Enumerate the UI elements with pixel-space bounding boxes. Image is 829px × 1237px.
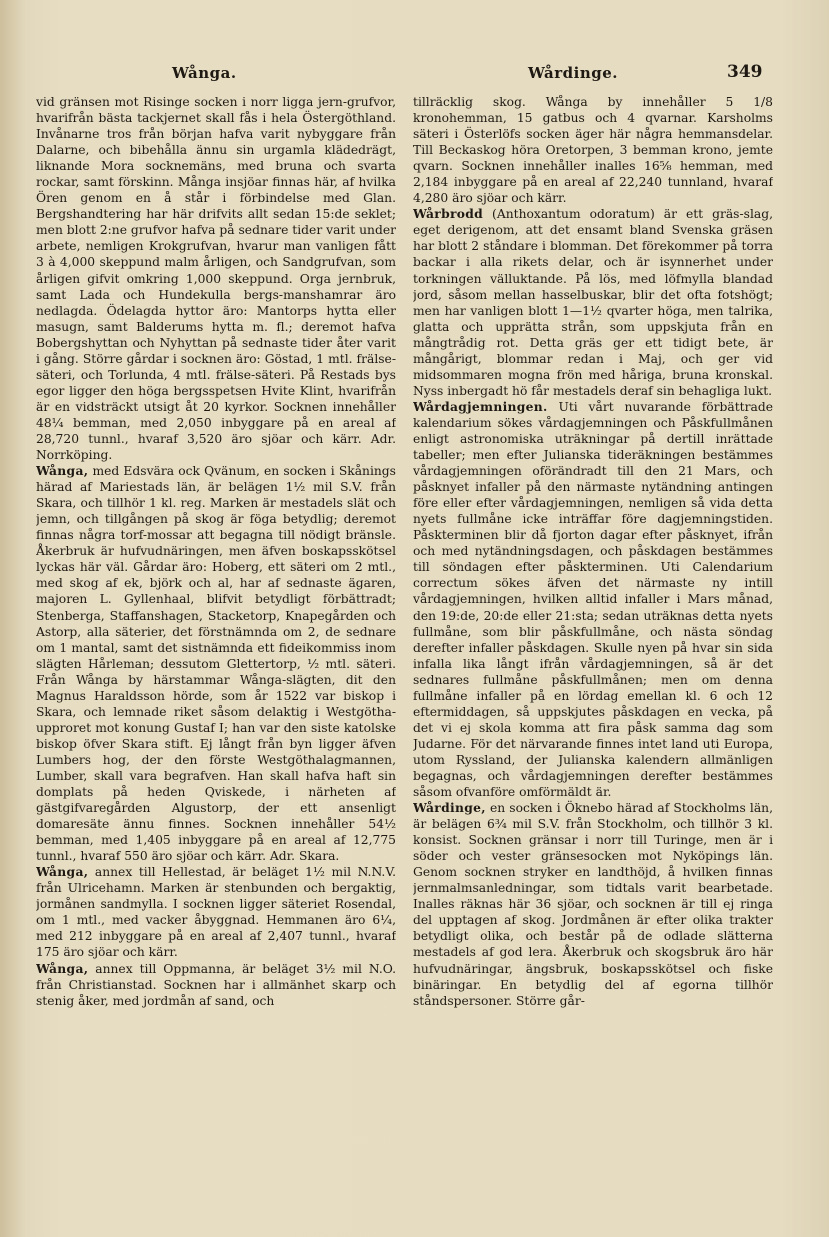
- entry-headword: Wårdinge,: [413, 800, 486, 816]
- right-running-head: Wårdinge.: [528, 64, 619, 82]
- entry-wardinge: Wårdinge, en socken i Öknebo härad af Stockholms län, är belägen 6¾ mil S.V. från Stockholm, och tillhör 3 kl. konsist. Socknen gränsar i norr till Turinge, men är i söder och vester gränsesocken mot Nyköpings län. Genom socknen stryker en landthöjd, å hvilken finnas jernmalmsanledningar, som tidtals varit bearbetade. Inalles räknas här 36 sjöar, och socknen är till ej ringa del upptagen af skog. Jordmånen är efter olika trakter betydligt olika, och består på de odlade slätterna mestadels af god lera. Åkerbruk och skogsbruk äro här hufvudnäringar, ängsbruk, boskapsskötsel och fiske binäringar. En betydlig del af egorna tillhör ståndspersoner. Större går-: [413, 800, 773, 1008]
- left-running-head: Wånga.: [172, 64, 237, 82]
- entry-wanga-skara: Wånga, med Edsvära ock Qvänum, en socken i Skånings härad af Mariestads län, är belägen 1½ mil S.V. från Skara, och tillhör 1 kl. reg. Marken är mestadels slät och jemn, och tillgången på skog är föga betydlig; deremot finnas några torf-mossar att begagna till nödigt bränsle. Åkerbruk är hufvudnäringen, men äfven boskapsskötsel lyckas här väl. Gårdar äro: Hoberg, ett säteri om 2 mtl., med skog af ek, björk och al, har af sednaste ägaren, majoren L. Gyllenhaal, blifvit betydligt förbättradt; Stenberga, Staffanshagen, Stacketorp, Knapegården och Astorp, alla säterier, det förstnämnda om 2, de sednare om 1 mantal, samt det sistnämnda ett fideikommiss inom slägten Hårleman; dessutom Glettertorp, ½ mtl. säteri. Från Wånga by härstammar Wånga-slägten, dit den Magnus Haraldsson hörde, som år 1522 var biskop i Skara, och lemnade riket såsom delaktig i Westgötha-upproret mot konung Gustaf I; han var den siste katolske biskop öfver Skara stift. Ej långt från byn ligger äfven Lumbers hog, der den förste Westgöthalagmannen, Lumber, skall vara begrafven. Han skall hafva haft sin domplats på heden Qviskede, i närheten af gästgifvaregården Algustorp, der ett ansenligt domaresäte ännu finnes. Socknen innehåller 54½ bemman, med 1,405 inbyggare på en areal af 12,775 tunnl., hvaraf 550 äro sjöar och kärr. Adr. Skara.: [36, 463, 396, 864]
- entry-headword: Wårdagjemningen.: [413, 398, 548, 414]
- entry-wanga-hellestad: Wånga, annex till Hellestad, är beläget 1½ mil N.N.V. från Ulricehamn. Marken är stenbunden och bergaktig, jormånen sandmylla. I socknen ligger säteriet Rosendal, om 1 mtl., med vacker åbyggnad. Hemmanen äro 6¼, med 212 inbyggare på en areal af 2,407 tunnl., hvaraf 175 äro sjöar och kärr.: [36, 864, 396, 960]
- left-column: [36, 94, 396, 1204]
- paragraph-risinge-continued: vid gränsen mot Risinge socken i norr ligga jern-grufvor, hvarifrån bästa tackjernet skall fås i hela Östergöthland. Invånarne tros från början hafva varit nybyggare från Dalarne, och bibehålla ännu sin urgamla klädedrägt, liknande Mora socknemäns, med bruna och svarta rockar, samt förskinn. Många insjöar finnas här, af hvilka Ören genom en å står i förbindelse med Glan. Bergshandtering har här drifvits allt sedan 15:de seklet; men blott 2:ne grufvor hafva på sednare tider varit under arbete, nemligen Krokgrufvan, hvarur man vanligen fått 3 à 4,000 skeppund malm årligen, och Sandgrufvan, som årligen gifvit omkring 1,000 skeppund. Orga jernbruk, samt Lada och Hundekulla bergs-manshamrar äro nedlagda. Ödelagda hyttor äro: Mantorps hytta eller masugn, samt Balderums hytta m. fl.; deremot hafva Bobergshyttan och Nyhyttan på sednaste tider åter varit i gång. Större gårdar i socknen äro: Göstad, 1 mtl. frälse-säteri, och Torlunda, 4 mtl. frälse-säteri. På Restads bys egor ligger den höga bergsspetsen Hvite Klint, hvarifrån är en vidsträckt utsigt åt 20 kyrkor. Socknen innehåller 48¼ bemman, med 2,050 inbyggare på en areal af 28,720 tunnl., hvaraf 3,520 äro sjöar och kärr. Adr. Norrköping.: [36, 95, 396, 463]
- entry-wardagjemningen: Wårdagjemningen. Uti vårt nuvarande förbättrade kalendarium sökes vårdagjemningen och Påskfullmånen enligt astronomiska uträkningar på dertill inrättade tabeller; men efter Julianska tideräkningen bestämmes vårdagjemningen oförändradt till den 21 Mars, och påsknyet infaller på den närmaste nytändning antingen före eller efter vårdagjemningen, nemligen så vida detta nyets fullmåne icke inträffar före dagjemningstiden. Påskterminen blir då fjorton dagar efter påsknyet, ifrån och med nytändningsdagen, och påskdagen bestämmes till söndagen efter påskterminen. Uti Calendarium correctum sökes äfven det närmaste ny intill vårdagjemningen, hvilken alltid infaller i Mars månad, den 19:de, 20:de eller 21:sta; sedan uträknas detta nyets fullmåne, som blir påskfullmåne, och nästa söndag derefter infaller påskdagen. Skulle nyen på hvar sin sida infalla lika långt ifrån vårdagjemningen, så är det sednares fullmåne påskfullmånen; men om denna fullmåne infaller på en lördag emellan kl. 6 och 12 eftermiddagen, så uppskjutes påskdagen en vecka, på det vi ej skola komma att fira påsk samma dag som Judarne. För det närvarande finnes intet land uti Europa, utom Ryssland, der Julianska kalendern allmänligen begagnas, och vårdagjemningen derefter bestämmes såsom ofvanföre omförmäldt är.: [413, 398, 773, 800]
- paragraph-wanga-continued: tillräcklig skog. Wånga by innehåller 5 1/8 kronohemman, 15 gatbus och 4 qvarnar. Karsholms säteri i Österlöfs socken äger här några hemmansdelar. Till Beckaskog höra Oretorpen, 3 bemman krono, jemte qvarn. Socknen innehåller inalles 16⅝ hemman, med 2,184 inbyggare på en areal af 22,240 tunnland, hvaraf 4,280 äro sjöar och kärr.: [413, 95, 773, 206]
- entry-warbrodd: Wårbrodd (Anthoxantum odoratum) är ett gräs-slag, eget derigenom, att det ensamt bland Svenska gräsen har blott 2 ståndare i blomman. Det förekommer på torra backar i alla rikets delar, och är isynnerhet under torkningen välluktande. På lös, med löfmylla blandad jord, såsom mellan hasselbuskar, blir det ofta fotshögt; men har vanligen blott 1—1½ qvarter höga, men talrika, glatta och upprätta strån, som uppskjuta från en mångtrådig rot. Detta gräs ger ett tidigt bete, är mångårigt, blommar redan i Maj, och ger vid midsommaren mogna frön med håriga, bruna kronskal. Nyss inbergadt hö får mestadels deraf sin behagliga lukt.: [413, 206, 773, 398]
- entry-headword: Wånga,: [36, 463, 89, 479]
- right-column: [413, 94, 773, 1204]
- entry-headword: Wånga,: [36, 864, 89, 880]
- page-number: 349: [727, 62, 763, 82]
- entry-headword: Wårbrodd: [413, 206, 484, 222]
- entry-headword: Wånga,: [36, 960, 89, 976]
- entry-wanga-oppmanna: Wånga, annex till Oppmanna, är beläget 3½ mil N.O. från Christianstad. Socknen har i allmänhet skarp och stenig åker, med jordmån af sand, och: [36, 960, 396, 1008]
- running-header: [0, 64, 829, 88]
